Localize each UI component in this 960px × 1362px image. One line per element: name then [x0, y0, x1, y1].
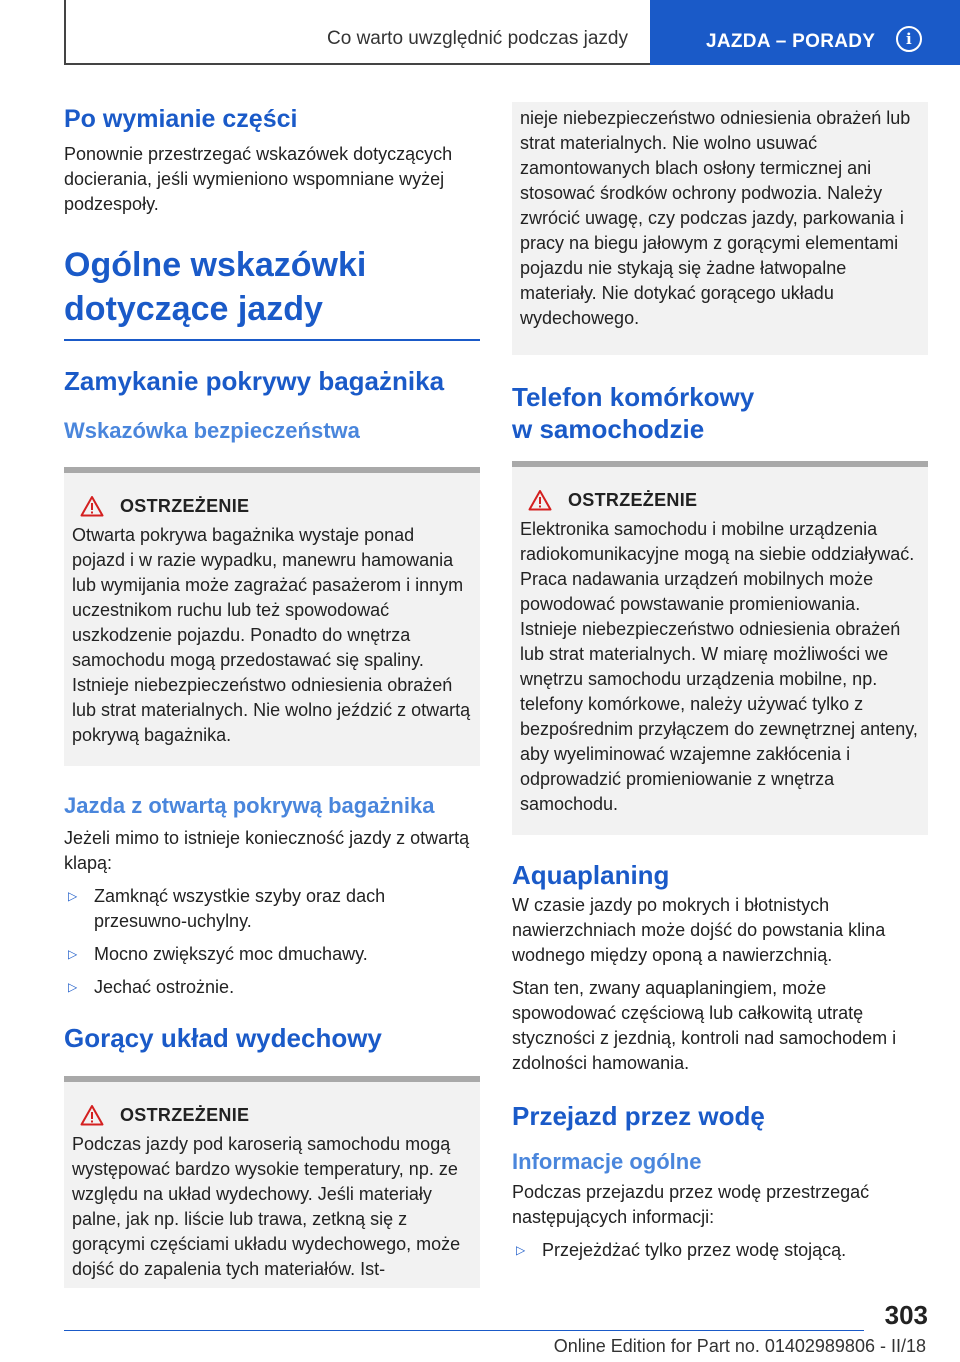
triangle-bullet-icon: ▷: [68, 889, 78, 903]
left-column: [64, 100, 480, 1288]
header-chapter-label: JAZDA – PORADY: [706, 30, 876, 52]
list-item: [64, 975, 480, 1000]
open-trunk-text: Jeżeli mimo to istnieje konieczność jazdy z otwartą klapą:: [64, 828, 470, 873]
warning-text: Elektronika samochodu i mobilne urządzenia radiokomunikacyjne mogą na siebie oddziaływać. Praca nadawania urządzeń mobilnych może powodować powstawanie promieniowania. Istnieje niebezpieczeństwo odniesienia obrażeń lub strat materialnych. W miarę możliwości we wnętrzu samochodu urządzenia mobilne, np. telefony komórkowe, należy używać tylko z bezpośrednim przyłączem do zewnętrznej anteny, aby wyeliminować wzajemne zakłócenia i odprowadzić promieniowanie z wnętrza samochodu.: [520, 519, 918, 814]
list-item-text: Zamknąć wszystkie szyby oraz dach przesuwno-uchylny.: [94, 886, 386, 931]
heading-closing-trunk: Zamykanie pokrywy bagażnika: [64, 366, 445, 396]
footer-edition-text: Online Edition for Part no. 01402989806 - II/18: [553, 1336, 926, 1356]
list-item: [64, 884, 480, 934]
heading-mobile-phone: [512, 381, 928, 445]
list-item: [512, 1238, 928, 1263]
header-chapter-tab: [650, 0, 960, 65]
water-list: [512, 1238, 928, 1263]
triangle-bullet-icon: ▷: [516, 1243, 526, 1257]
warning-title: OSTRZEŻENIE: [120, 1104, 250, 1125]
warning-box-trunk: [64, 467, 480, 766]
heading-safety-note: Wskazówka bezpieczeństwa: [64, 418, 360, 443]
warning-triangle-icon: [520, 489, 560, 511]
parts-replacement-text: Ponownie przestrzegać wskazówek dotyczących docierania, jeśli wymieniono wspomniane wyżej podzespoły.: [64, 144, 453, 214]
heading-line-1: Telefon komórkowy: [512, 382, 755, 412]
warning-title: OSTRZEŻENIE: [120, 495, 250, 516]
warning-box-exhaust: [64, 1076, 480, 1288]
triangle-bullet-icon: ▷: [68, 947, 78, 961]
list-item-text: Mocno zwiększyć moc dmuchawy.: [94, 944, 368, 964]
list-item: [64, 942, 480, 967]
warning-text: nieje niebezpieczeństwo odniesienia obrażeń lub strat materialnych. Nie wolno usuwać zamontowanych blach osłony termicznej ani stosować środków ochrony podwozia. Należy zwrócić uwagę, czy podczas jazdy, parkowania i pracy na biegu jałowym z gorącymi elementami pojazdu nie stykają się żadne łatwopalne materiały. Nie dotykać gorącego układu wydechowego.: [520, 108, 911, 328]
warning-box-phone: [512, 461, 928, 835]
list-item-text: Przejeżdżać tylko przez wodę stojącą.: [542, 1240, 847, 1260]
warning-text: Otwarta pokrywa bagażnika wystaje ponad pojazd i w razie wypadku, manewru hamowania lub wymijania może zagrażać pasażerom i innym uczestnikom ruchu lub też spowodować uszkodzenie pojazdu. Ponadto do wnętrza samochodu mogą przedostawać się spaliny. Istnieje niebezpieczeństwo odniesienia obrażeń lub strat materialnych. Nie wolno jeździć z otwartą pokrywą bagażnika.: [72, 525, 471, 745]
heading-general-driving-tips: [64, 243, 480, 331]
warning-title: OSTRZEŻENIE: [568, 489, 698, 510]
warning-triangle-icon: [72, 1104, 112, 1126]
triangle-bullet-icon: ▷: [68, 980, 78, 994]
list-item-text: Jechać ostrożnie.: [94, 977, 235, 997]
warning-triangle-icon: [72, 495, 112, 517]
heading-rule: [64, 339, 480, 341]
header-left-line: [64, 0, 66, 64]
header-rule: [64, 63, 650, 65]
info-icon: i: [896, 26, 922, 52]
water-text: Podczas przejazdu przez wodę przestrzegać następujących informacji:: [512, 1182, 870, 1227]
aquaplaning-text-1: W czasie jazdy po mokrych i błotnistych nawierzchniach może dojść do powstania klina wodnego między oponą a nawierzchnią.: [512, 895, 886, 965]
open-trunk-list: [64, 884, 480, 1000]
heading-after-parts-replacement: Po wymianie części: [64, 105, 298, 133]
heading-line-2: dotyczące jazdy: [64, 290, 323, 328]
heading-driving-open-trunk: Jazda z otwartą pokrywą bagażnika: [64, 793, 435, 818]
warning-text: Podczas jazdy pod karoserią samochodu mogą występować bardzo wysokie temperatury, np. ze względu na układ wydechowy. Jeśli materiały palne, jak np. liście lub trawa, zetkną się z gorącymi częściami układu wydechowego, może dojść do zapalenia tych materiałów. Ist-: [72, 1134, 461, 1279]
heading-driving-through-water: Przejazd przez wodę: [512, 1101, 765, 1131]
warning-box-exhaust-continued: [512, 102, 928, 355]
heading-line-1: Ogólne wskazówki: [64, 246, 367, 284]
heading-aquaplaning: Aquaplaning: [512, 860, 670, 890]
page-number: 303: [884, 1300, 928, 1330]
heading-general-information: Informacje ogólne: [512, 1149, 702, 1174]
right-column: [512, 102, 928, 1263]
footer-rule: [64, 1330, 864, 1331]
heading-line-2: w samochodzie: [512, 414, 705, 444]
header-section-title: Co warto uwzględnić podczas jazdy: [327, 28, 628, 49]
aquaplaning-text-2: Stan ten, zwany aquaplaningiem, może spowodować częściową lub całkowitą utratę styczności z jezdnią, kontroli nad samochodem i zdolności hamowania.: [512, 978, 897, 1073]
heading-hot-exhaust: Gorący układ wydechowy: [64, 1023, 382, 1053]
